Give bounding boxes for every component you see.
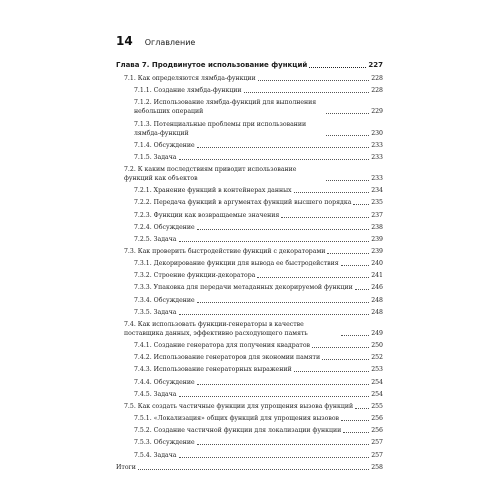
toc-section-entry[interactable] [116, 402, 383, 411]
toc-subsection-entry[interactable] [116, 341, 383, 350]
chapter-page: 227 [368, 61, 383, 69]
entry-title: Итоги [116, 463, 136, 471]
leader-dots [244, 92, 370, 93]
entry-title: 7.4.3. Использование генераторных выражений [134, 366, 292, 374]
toc-section-entry[interactable] [116, 165, 383, 183]
entry-title: 7.2. К каким последствиям приводит использование функций как объектов [124, 165, 297, 182]
leader-dots [179, 314, 370, 315]
toc-subsection-entry[interactable] [116, 223, 383, 232]
leader-dots [322, 359, 369, 360]
entry-title: 7.2.2. Передача функций в аргументах функций высшего порядка [134, 199, 352, 207]
entry-title: 7.4.2. Использование генераторов для экономии памяти [134, 354, 321, 362]
entry-title: 7.5.3. Обсуждение [134, 439, 195, 447]
entry-title: 7.3.3. Упаковка для передачи метаданных декорируемой функции [134, 284, 353, 292]
chapter-entry[interactable] [116, 60, 383, 70]
entry-title: 7.3.2. Строение функции-декоратора [134, 272, 256, 280]
toc-subsection-entry[interactable] [116, 120, 383, 138]
toc-subsection-entry[interactable] [116, 98, 383, 116]
leader-dots [326, 180, 369, 181]
leader-dots [343, 432, 369, 433]
leader-dots [197, 302, 370, 303]
entry-title: 7.2.1. Хранение функций в контейнерах данных [134, 187, 292, 195]
entry-page: 248 [371, 296, 383, 304]
chapter-title: Глава 7. Продвинутое использование функций [116, 61, 308, 69]
toc-subsection-entry[interactable] [116, 283, 383, 292]
toc-subsection-entry[interactable] [116, 438, 383, 447]
entry-title: 7.2.5. Задача [134, 235, 177, 243]
toc-subsection-entry[interactable] [116, 235, 383, 244]
entry-page: 233 [371, 153, 383, 161]
leader-dots [353, 204, 369, 205]
entry-title: 7.4.4. Обсуждение [134, 378, 195, 386]
toc-subsection-entry[interactable] [116, 198, 383, 207]
entry-title: 7.5.1. «Локализация» общих функций для упрощения вызовов [134, 414, 340, 422]
toc-subsection-entry[interactable] [116, 259, 383, 268]
leader-dots [197, 384, 370, 385]
entry-title: 7.3.4. Обсуждение [134, 296, 195, 304]
entry-page: 246 [371, 284, 383, 292]
entry-title: 7.1.5. Задача [134, 153, 177, 161]
entry-page: 241 [371, 272, 383, 280]
entry-page: 249 [371, 329, 383, 337]
entry-title: 7.1. Как определяются лямбда-функции [124, 75, 256, 82]
leader-dots [179, 396, 370, 397]
toc-subsection-entry[interactable] [116, 141, 383, 150]
entry-title: 7.3.1. Декорирование функции для вывода ее быстродействия [134, 260, 339, 268]
entry-page: 234 [371, 187, 383, 195]
leader-dots [294, 371, 370, 372]
toc-subsection-entry[interactable] [116, 426, 383, 435]
leader-dots [341, 420, 369, 421]
leader-dots [281, 217, 369, 218]
entry-page: 254 [371, 378, 383, 386]
leader-dots [326, 135, 369, 136]
entry-title: 7.3.5. Задача [134, 308, 177, 316]
leader-dots [197, 229, 370, 230]
leader-dots [138, 469, 369, 470]
entry-page: 230 [371, 129, 383, 137]
entry-title: 7.3. Как проверить быстродействие функций с декораторами [124, 247, 326, 255]
entry-page: 250 [371, 342, 383, 349]
toc-subsection-entry[interactable] [116, 414, 383, 423]
entry-page: 237 [371, 211, 383, 219]
entry-page: 254 [371, 390, 383, 398]
toc-subsection-entry[interactable] [116, 153, 383, 162]
entry-title: 7.2.4. Обсуждение [134, 223, 195, 231]
leader-dots [179, 159, 370, 160]
entry-title: 7.5.4. Задача [134, 451, 177, 459]
entry-page: 257 [371, 439, 383, 447]
entry-title: 7.2.3. Функции как возвращаемые значения [134, 211, 280, 219]
page-header [116, 34, 195, 48]
entry-page: 235 [371, 199, 383, 207]
running-title: Оглавление [144, 38, 196, 47]
toc-subsection-entry[interactable] [116, 186, 383, 195]
toc-subsection-entry[interactable] [116, 211, 383, 220]
leader-dots [197, 147, 370, 148]
entry-page: 253 [371, 366, 383, 374]
entry-page: 239 [371, 235, 383, 243]
entry-page: 238 [371, 223, 383, 231]
page-number: 14 [116, 34, 133, 48]
entry-page: 255 [371, 402, 383, 410]
toc-subsection-entry[interactable] [116, 86, 383, 95]
leader-dots [355, 289, 369, 290]
entry-page: 240 [371, 260, 383, 268]
entry-page: 239 [371, 247, 383, 255]
toc-subsection-entry[interactable] [116, 271, 383, 280]
entry-title: 7.4.1. Создание генератора для получения квадратов [134, 342, 311, 349]
toc-section-entry[interactable] [116, 74, 383, 83]
leader-dots [179, 241, 370, 242]
leader-dots [258, 80, 370, 81]
entry-title: 7.5.2. Создание частичной функции для локализации функции [134, 427, 342, 435]
toc-subsection-entry[interactable] [116, 378, 383, 387]
entry-title: 7.1.2. Использование лямбда-функций для выполнения небольших операций [134, 99, 317, 116]
leader-dots [257, 277, 369, 278]
entry-page: 256 [371, 414, 383, 422]
entry-page: 252 [371, 354, 383, 362]
entry-page: 256 [371, 427, 383, 435]
entry-title: 7.4.5. Задача [134, 390, 177, 398]
leader-dots [312, 347, 369, 348]
entry-page: 233 [371, 174, 383, 182]
leader-dots [197, 444, 370, 445]
entry-title: 7.1.4. Обсуждение [134, 141, 195, 149]
toc-subsection-entry[interactable] [116, 390, 383, 399]
entry-page: 228 [371, 75, 383, 82]
entry-title: 7.4. Как использовать функции-генераторы в качестве поставщика данных, эффективно расходующего память [124, 320, 308, 337]
entry-title: 7.5. Как создать частичные функции для упрощения вызова функций [124, 402, 354, 410]
entry-page: 257 [371, 451, 383, 459]
entry-title: 7.1.1. Создание лямбда-функции [134, 87, 242, 95]
leader-dots [326, 113, 369, 114]
toc-subsection-entry[interactable] [116, 308, 383, 317]
leader-dots [309, 67, 366, 68]
toc-subsection-entry[interactable] [116, 451, 383, 460]
toc-summary-entry[interactable] [116, 463, 383, 472]
leader-dots [294, 192, 370, 193]
toc-section-entry[interactable] [116, 320, 383, 338]
toc-section-entry[interactable] [116, 247, 383, 256]
toc-subsection-entry[interactable] [116, 353, 383, 362]
entry-page: 229 [371, 108, 383, 116]
table-of-contents [116, 60, 383, 472]
leader-dots [341, 265, 370, 266]
leader-dots [355, 408, 369, 409]
toc-subsection-entry[interactable] [116, 365, 383, 374]
entry-page: 248 [371, 308, 383, 316]
toc-subsection-entry[interactable] [116, 296, 383, 305]
leader-dots [341, 335, 369, 336]
entry-page: 233 [371, 141, 383, 149]
leader-dots [327, 253, 369, 254]
entry-title: 7.1.3. Потенциальные проблемы при использовании лямбда-функций [134, 120, 307, 137]
entry-page: 228 [371, 87, 383, 95]
leader-dots [179, 457, 370, 458]
entry-page: 258 [371, 463, 383, 471]
